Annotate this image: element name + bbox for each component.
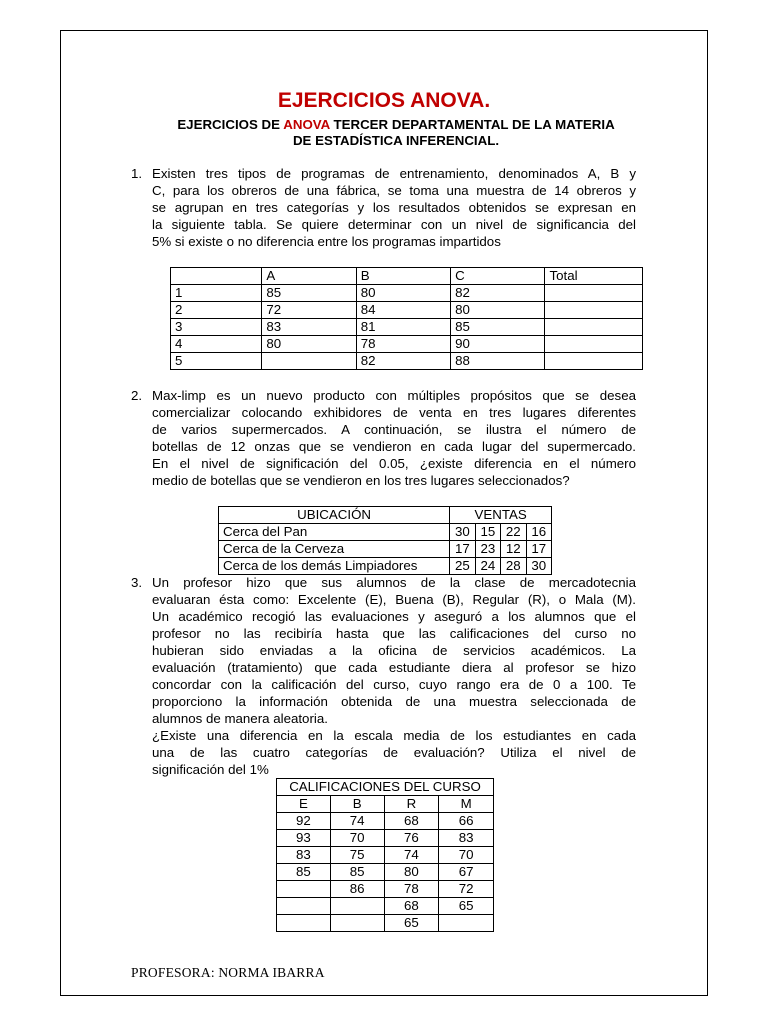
table-cell: 70 [330,830,384,847]
sales-cell: 12 [501,541,526,558]
table-cell: 83 [439,830,494,847]
question-line: ¿Existe una diferencia en la escala media de los estudiantes en cada [152,728,636,743]
table-cell [330,898,384,915]
text-line: concordar con la calificación del curso, cuyo rango era de 0 a 100. Te [152,677,636,692]
table-cell: 80 [451,302,545,319]
table-header-row [171,268,643,285]
text-line: medio de botellas que se vendieron en los tres lugares seleccionados? [152,473,570,488]
table-cell [277,881,331,898]
table-cell [171,268,262,285]
sales-cell: 30 [526,558,552,575]
table-cell [330,915,384,932]
text-line: 5% si existe o no diferencia entre los programas impartidos [152,234,501,249]
table-row [219,558,552,575]
table-cell: 80 [384,864,439,881]
table-cell: 80 [262,336,356,353]
table-cell: 88 [451,353,545,370]
grades-caption: CALIFICACIONES DEL CURSO [277,779,494,796]
table-cell: M [439,796,494,813]
table-row [277,830,494,847]
text-line: hubieran sido enviadas a la oficina de servicios académicos. La [152,643,636,658]
table-row [171,285,643,302]
table-cell [545,353,643,370]
table-row [277,881,494,898]
table-cell: 67 [439,864,494,881]
table-cell [277,915,331,932]
page-title: EJERCICIOS ANOVA. [277,89,491,112]
table-cell: E [277,796,331,813]
table-header-row [277,796,494,813]
table-cell: 3 [171,319,262,336]
footer-teacher: PROFESORA: NORMA IBARRA [131,965,325,980]
table-cell: 66 [439,813,494,830]
exercise-number: 2. [131,388,143,403]
text-line: de varios supermercados. A continuación, se ilustra el número de [152,422,636,437]
table-cell: 74 [330,813,384,830]
table-cell: 75 [330,847,384,864]
location-cell: Cerca de la Cerveza [219,541,450,558]
grades-table [276,778,494,932]
table-cell: 85 [277,864,331,881]
exercise-text [152,387,636,489]
exercise-3 [131,574,636,778]
table-cell: R [384,796,439,813]
table-cell: A [262,268,356,285]
exercise-text [152,165,636,250]
table-cell [439,915,494,932]
table-cell: 82 [451,285,545,302]
exercise-2 [131,387,636,489]
text-line: proporciono la información obtenida de una muestra seleccionada de [152,694,636,709]
table-row [219,541,552,558]
table-row [171,302,643,319]
table-row [277,915,494,932]
table-cell: 4 [171,336,262,353]
table-row [171,336,643,353]
table-cell: 65 [439,898,494,915]
table-cell: 86 [330,881,384,898]
table-cell: B [356,268,450,285]
table-cell: 92 [277,813,331,830]
table-row [277,813,494,830]
text-line: la siguiente tabla. Se quiere determinar con un nivel de significancia del [152,217,636,232]
table-cell: 85 [451,319,545,336]
table-cell [545,336,643,353]
text-line: Un académico recogió las evaluaciones y aseguró a los alumnos que el [152,609,636,624]
text-line: C, para los obreros de una fábrica, se toma una muestra de 14 obreros y [152,183,636,198]
table-row [277,898,494,915]
sales-table [218,506,552,575]
table-cell: 2 [171,302,262,319]
table-cell: 81 [356,319,450,336]
subtitle [146,117,646,149]
table-cell: 72 [262,302,356,319]
table-cell: 68 [384,898,439,915]
table-cell [262,353,356,370]
table-cell: 80 [356,285,450,302]
table-cell: 85 [262,285,356,302]
exercise-text [152,574,636,778]
table-cell [277,898,331,915]
sales-cell: 17 [450,541,475,558]
location-cell: Cerca del Pan [219,524,450,541]
table-cell: 78 [356,336,450,353]
table-cell: 76 [384,830,439,847]
subtitle-highlight: ANOVA [283,117,330,132]
exercise-number: 1. [131,166,143,181]
table-row [171,353,643,370]
table-cell: 72 [439,881,494,898]
sales-cell: 28 [501,558,526,575]
document-page [60,30,708,996]
sales-header: VENTAS [450,507,552,524]
table-row [171,319,643,336]
table-cell: 78 [384,881,439,898]
sales-cell: 30 [450,524,475,541]
table-cell: 83 [277,847,331,864]
training-table [170,267,643,370]
table-row [277,864,494,881]
text-line: evaluación (tratamiento) que cada estudiante diera al profesor se hizo [152,660,636,675]
table-row [219,524,552,541]
table-caption-row [277,779,494,796]
table-cell: 5 [171,353,262,370]
text-line: se agrupan en tres categorías y los resultados obtenidos se expresan en [152,200,636,215]
text-line: Un profesor hizo que sus alumnos de la clase de mercadotecnia [152,575,636,590]
table-cell: 85 [330,864,384,881]
sales-cell: 24 [475,558,500,575]
table-cell: 84 [356,302,450,319]
table-cell: 1 [171,285,262,302]
location-cell: Cerca de los demás Limpiadores [219,558,450,575]
sales-cell: 17 [526,541,552,558]
text-line: comercializar colocando exhibidores de venta en tres lugares diferentes [152,405,636,420]
text-line: Max-limp es un nuevo producto con múltiples propósitos que se desea [152,388,636,403]
text-line: alumnos de manera aleatoria. [152,711,328,726]
text-line: evaluaran ésta como: Excelente (E), Buena (B), Regular (R), o Mala (M). [152,592,636,607]
question-line: significación del 1% [152,762,269,777]
table-cell: 68 [384,813,439,830]
table-cell: 82 [356,353,450,370]
sales-cell: 23 [475,541,500,558]
table-cell [545,285,643,302]
subtitle-part2: TERCER DEPARTAMENTAL DE LA MATERIA [329,117,615,132]
text-line: botellas de 12 onzas que se vendieron en cada lugar del supermercado. [152,439,636,454]
exercise-1 [131,165,636,250]
table-header-row [219,507,552,524]
sales-cell: 16 [526,524,552,541]
table-cell: C [451,268,545,285]
sales-cell: 22 [501,524,526,541]
exercise-number: 3. [131,575,143,590]
table-cell: 83 [262,319,356,336]
location-header: UBICACIÓN [219,507,450,524]
table-cell: 93 [277,830,331,847]
sales-cell: 25 [450,558,475,575]
table-cell [545,302,643,319]
subtitle-line2: DE ESTADÍSTICA INFERENCIAL. [292,133,500,148]
text-line: Existen tres tipos de programas de entrenamiento, denominados A, B y [152,166,636,181]
table-cell: 65 [384,915,439,932]
text-line: En el nivel de significación del 0.05, ¿existe diferencia en el número [152,456,636,471]
table-cell: 90 [451,336,545,353]
table-cell [545,319,643,336]
question-line: una de las cuatro categorías de evaluación? Utiliza el nivel de [152,745,636,760]
table-cell: Total [545,268,643,285]
table-row [277,847,494,864]
sales-cell: 15 [475,524,500,541]
table-cell: B [330,796,384,813]
table-cell: 70 [439,847,494,864]
table-cell: 74 [384,847,439,864]
text-line: profesor no las recibiría hasta que las calificaciones del curso no [152,626,636,641]
subtitle-part1: EJERCICIOS DE [177,117,284,132]
